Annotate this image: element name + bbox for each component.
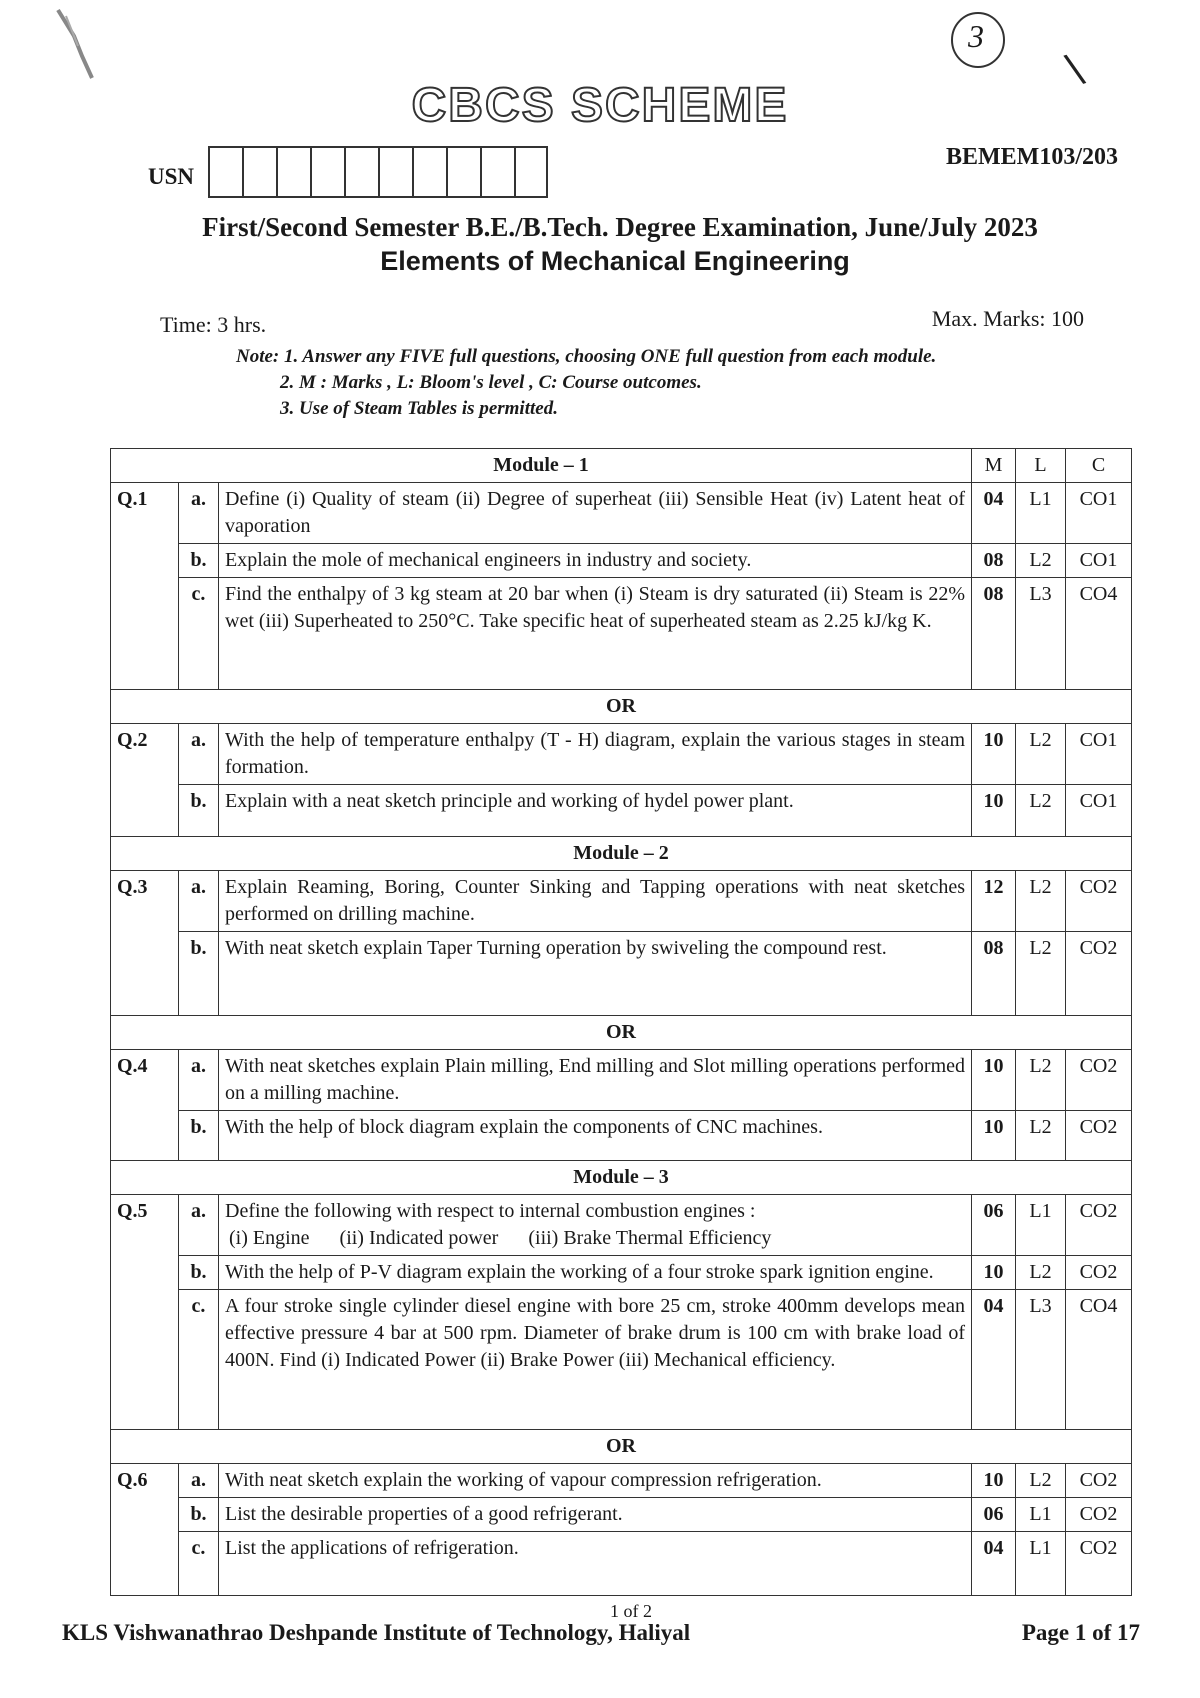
- usn-box[interactable]: [208, 146, 242, 198]
- module-heading: Module – 1: [111, 449, 972, 483]
- question-text: With the help of block diagram explain the components of CNC machines.: [219, 1111, 972, 1161]
- part-label: c.: [179, 1290, 219, 1430]
- part-label: b.: [179, 785, 219, 837]
- question-text: Find the enthalpy of 3 kg steam at 20 bar when (i) Steam is dry saturated (ii) Steam is 22% wet (iii) Superheated to 250°C. Take specific heat of superheated steam as 2.25 kJ/kg K.: [219, 578, 972, 690]
- usn-box[interactable]: [480, 146, 514, 198]
- level-value: L1: [1016, 1195, 1066, 1256]
- question-text-line: Define the following with respect to internal combustion engines :: [225, 1200, 756, 1222]
- marks-value: 04: [972, 1532, 1016, 1596]
- question-number: Q.2: [111, 724, 179, 837]
- question-text: [219, 1195, 972, 1256]
- table-row: [111, 1050, 1132, 1111]
- module-heading: Module – 2: [111, 837, 1132, 871]
- marks-value: 10: [972, 1050, 1016, 1111]
- scan-corner-mark-icon: [52, 6, 112, 86]
- question-text: Explain with a neat sketch principle and working of hydel power plant.: [219, 785, 972, 837]
- usn-box[interactable]: [446, 146, 480, 198]
- co-value: CO2: [1066, 1050, 1132, 1111]
- co-value: CO2: [1066, 1195, 1132, 1256]
- usn-box[interactable]: [310, 146, 344, 198]
- usn-box[interactable]: [344, 146, 378, 198]
- question-text: Explain Reaming, Boring, Counter Sinking and Tapping operations with neat sketches performed on drilling machine.: [219, 871, 972, 932]
- table-row: [111, 1111, 1132, 1161]
- level-value: L2: [1016, 544, 1066, 578]
- table-row: [111, 1290, 1132, 1430]
- part-label: c.: [179, 1532, 219, 1596]
- marks-value: 08: [972, 578, 1016, 690]
- level-value: L2: [1016, 1464, 1066, 1498]
- or-row: [111, 1016, 1132, 1050]
- table-row: [111, 785, 1132, 837]
- note-line: 2. M : Marks , L: Bloom's level , C: Course outcomes.: [280, 372, 702, 393]
- or-divider: OR: [111, 690, 1132, 724]
- tick-mark-icon: \: [1061, 45, 1089, 93]
- or-divider: OR: [111, 1430, 1132, 1464]
- co-value: CO1: [1066, 483, 1132, 544]
- question-number: Q.6: [111, 1464, 179, 1596]
- marks-value: 04: [972, 483, 1016, 544]
- instructions-note: [236, 344, 936, 422]
- question-number: Q.4: [111, 1050, 179, 1161]
- marks-value: 06: [972, 1498, 1016, 1532]
- note-line: 3. Use of Steam Tables is permitted.: [280, 398, 558, 419]
- question-text-line: (i) Engine (ii) Indicated power (iii) Brake Thermal Efficiency: [229, 1227, 772, 1249]
- co-value: CO2: [1066, 1532, 1132, 1596]
- part-label: a.: [179, 483, 219, 544]
- institute-name: KLS Vishwanathrao Deshpande Institute of Technology, Haliyal: [62, 1620, 691, 1645]
- level-value: L1: [1016, 1498, 1066, 1532]
- level-value: L2: [1016, 1111, 1066, 1161]
- part-label: c.: [179, 578, 219, 690]
- module-header-row: [111, 837, 1132, 871]
- or-divider: OR: [111, 1016, 1132, 1050]
- marks-value: 10: [972, 1111, 1016, 1161]
- part-label: b.: [179, 1111, 219, 1161]
- marks-value: 06: [972, 1195, 1016, 1256]
- level-value: L2: [1016, 724, 1066, 785]
- co-value: CO2: [1066, 1464, 1132, 1498]
- usn-box[interactable]: [412, 146, 446, 198]
- question-text: Define (i) Quality of steam (ii) Degree of superheat (iii) Sensible Heat (iv) Latent heat of vaporation: [219, 483, 972, 544]
- module-header-row: [111, 1161, 1132, 1195]
- usn-box[interactable]: [378, 146, 412, 198]
- co-value: CO2: [1066, 1256, 1132, 1290]
- subject-title: Elements of Mechanical Engineering: [380, 246, 850, 276]
- part-label: b.: [179, 932, 219, 1016]
- part-label: a.: [179, 1050, 219, 1111]
- usn-box[interactable]: [514, 146, 548, 198]
- part-label: a.: [179, 724, 219, 785]
- level-header: L: [1016, 449, 1066, 483]
- level-value: L1: [1016, 483, 1066, 544]
- co-value: CO1: [1066, 785, 1132, 837]
- usn-input-boxes[interactable]: [208, 146, 548, 198]
- table-row: [111, 932, 1132, 1016]
- marks-value: 08: [972, 932, 1016, 1016]
- page-mark: [946, 8, 1010, 72]
- part-label: b.: [179, 544, 219, 578]
- question-text: With neat sketches explain Plain milling, End milling and Slot milling operations performed on a milling machine.: [219, 1050, 972, 1111]
- module-heading: Module – 3: [111, 1161, 1132, 1195]
- level-value: L3: [1016, 578, 1066, 690]
- marks-value: 12: [972, 871, 1016, 932]
- level-value: L2: [1016, 871, 1066, 932]
- co-value: CO2: [1066, 1111, 1132, 1161]
- marks-value: 08: [972, 544, 1016, 578]
- question-text: Explain the mole of mechanical engineers in industry and society.: [219, 544, 972, 578]
- table-row: [111, 1532, 1132, 1596]
- question-table: [110, 448, 1132, 1596]
- part-label: a.: [179, 871, 219, 932]
- or-row: [111, 1430, 1132, 1464]
- page-mark-number: 3: [968, 18, 984, 54]
- marks-value: 04: [972, 1290, 1016, 1430]
- question-text: List the applications of refrigeration.: [219, 1532, 972, 1596]
- co-value: CO4: [1066, 1290, 1132, 1430]
- level-value: L2: [1016, 785, 1066, 837]
- usn-label: USN: [148, 164, 195, 189]
- question-text: With the help of P-V diagram explain the working of a four stroke spark ignition engine.: [219, 1256, 972, 1290]
- table-row: [111, 724, 1132, 785]
- co-value: CO1: [1066, 724, 1132, 785]
- table-row: [111, 544, 1132, 578]
- course-code: BEMEM103/203: [946, 144, 1118, 170]
- or-row: [111, 690, 1132, 724]
- page-number: Page 1 of 17: [1021, 1620, 1140, 1645]
- level-value: L1: [1016, 1532, 1066, 1596]
- question-text: A four stroke single cylinder diesel engine with bore 25 cm, stroke 400mm develops mean effective pressure 4 bar at 500 rpm. Diameter of brake drum is 100 cm with brake load of 400N. Find (i) Indicated Power (ii) Brake Power (iii) Mechanical efficiency.: [219, 1290, 972, 1430]
- table-row: [111, 578, 1132, 690]
- table-row: [111, 1498, 1132, 1532]
- table-row: [111, 871, 1132, 932]
- level-value: L2: [1016, 932, 1066, 1016]
- table-row: [111, 1195, 1132, 1256]
- note-line: Note: 1. Answer any FIVE full questions, choosing ONE full question from each module.: [236, 346, 937, 367]
- module-header-row: [111, 449, 1132, 483]
- marks-header: M: [972, 449, 1016, 483]
- co-value: CO2: [1066, 871, 1132, 932]
- marks-value: 10: [972, 1256, 1016, 1290]
- table-row: [111, 1464, 1132, 1498]
- part-label: a.: [179, 1195, 219, 1256]
- marks-value: 10: [972, 1464, 1016, 1498]
- co-value: CO2: [1066, 1498, 1132, 1532]
- co-value: CO1: [1066, 544, 1132, 578]
- question-number: Q.3: [111, 871, 179, 1016]
- max-marks: Max. Marks: 100: [931, 306, 1084, 331]
- level-value: L2: [1016, 1050, 1066, 1111]
- part-label: a.: [179, 1464, 219, 1498]
- time-allowed: Time: 3 hrs.: [160, 312, 267, 337]
- table-row: [111, 483, 1132, 544]
- co-value: CO2: [1066, 932, 1132, 1016]
- level-value: L3: [1016, 1290, 1066, 1430]
- question-text: List the desirable properties of a good refrigerant.: [219, 1498, 972, 1532]
- question-number: Q.1: [111, 483, 179, 690]
- page-of-count: 1 of 2: [610, 1601, 652, 1621]
- usn-box[interactable]: [242, 146, 276, 198]
- usn-box[interactable]: [276, 146, 310, 198]
- question-text: With the help of temperature enthalpy (T - H) diagram, explain the various stages in steam formation.: [219, 724, 972, 785]
- question-text: With neat sketch explain Taper Turning operation by swiveling the compound rest.: [219, 932, 972, 1016]
- marks-value: 10: [972, 785, 1016, 837]
- co-value: CO4: [1066, 578, 1132, 690]
- marks-value: 10: [972, 724, 1016, 785]
- part-label: b.: [179, 1498, 219, 1532]
- part-label: b.: [179, 1256, 219, 1290]
- level-value: L2: [1016, 1256, 1066, 1290]
- question-text: With neat sketch explain the working of vapour compression refrigeration.: [219, 1464, 972, 1498]
- co-header: C: [1066, 449, 1132, 483]
- exam-title: First/Second Semester B.E./B.Tech. Degree Examination, June/July 2023: [202, 212, 1038, 242]
- question-number: Q.5: [111, 1195, 179, 1430]
- table-row: [111, 1256, 1132, 1290]
- scheme-stamp: CBCS SCHEME: [411, 79, 789, 132]
